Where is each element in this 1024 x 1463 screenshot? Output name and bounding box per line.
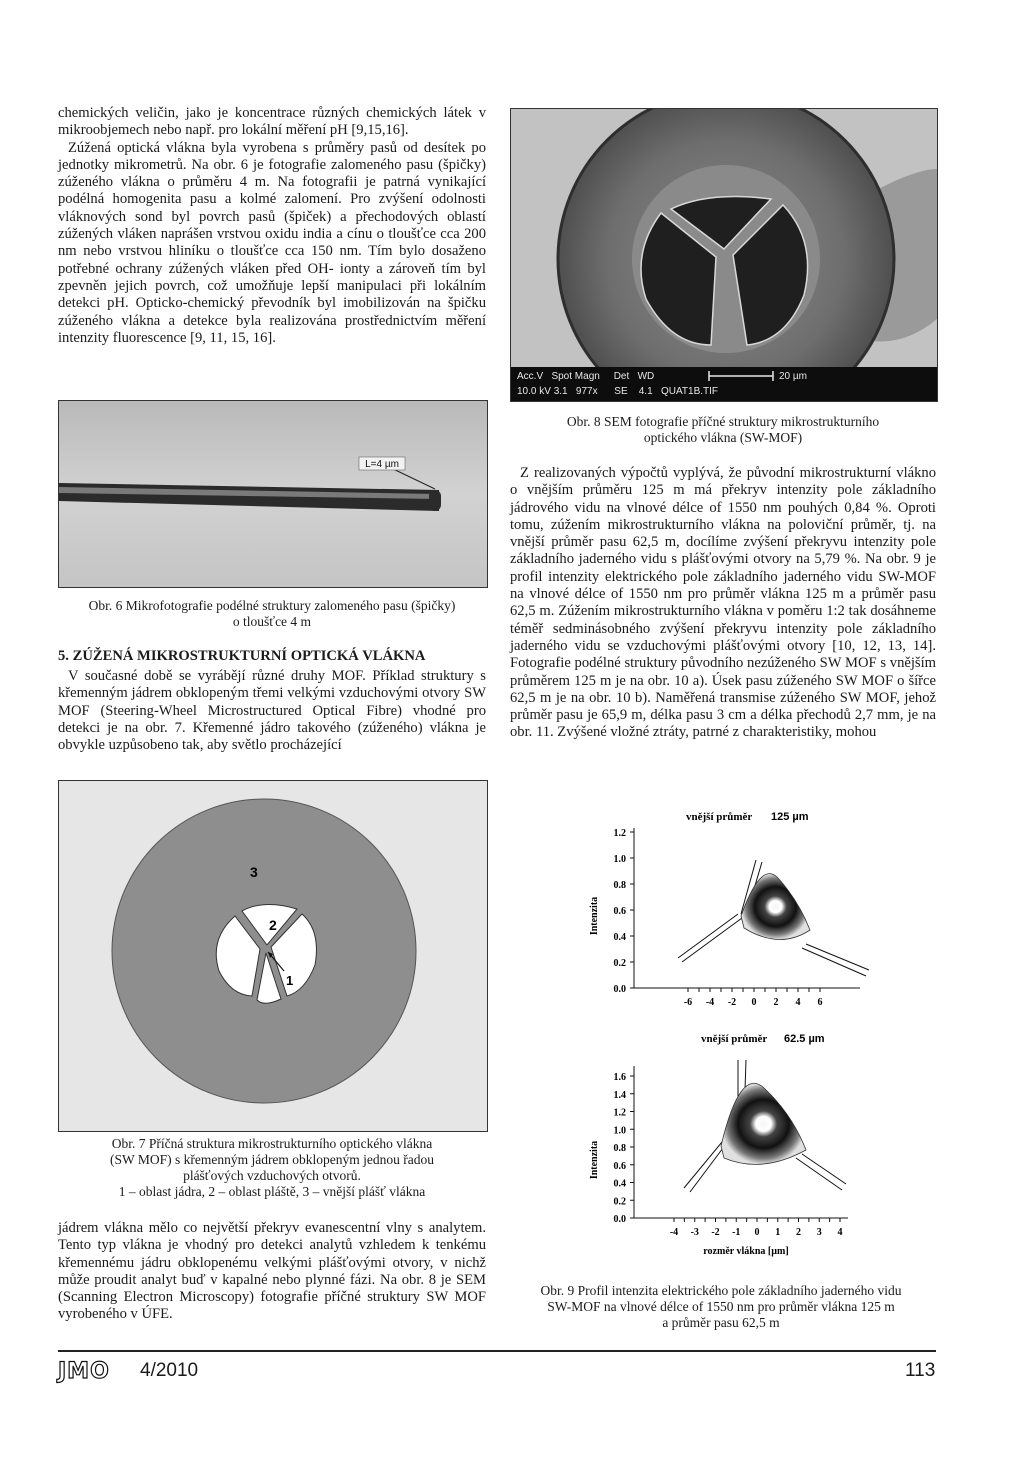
label-1: 1 [286,973,294,988]
paragraph: chemických veličin, jako je koncentrace různých chemických látek v mikroobjemech nebo např. pro lokální měření pH [9,15,16]. [58,105,486,139]
sem-info-line2: 10.0 kV 3.1 977x SE 4.1 QUAT1B.TIF [517,386,719,397]
y-tick-label: 0.6 [613,906,626,917]
x-tick-label: -4 [705,997,715,1008]
y-tick-label: 1.2 [613,1107,626,1119]
figure-7-diagram [58,780,488,1132]
figure-9-intensity-profiles [566,798,880,1268]
x-tick-label: -1 [732,1227,741,1238]
x-tick-label: -3 [690,1227,699,1238]
footer-rule [58,1350,936,1352]
x-tick-label: 2 [796,1227,801,1238]
y-tick-label: 1.6 [613,1072,626,1083]
section-5-text [58,668,486,754]
bottom-title-value: 62.5 µm [784,1033,825,1045]
x-tick-label: 4 [795,997,801,1008]
fiber-tip-image [59,401,487,587]
y-tick-label: 1.0 [613,1125,626,1137]
y-tick-label: 0.2 [613,958,626,969]
figure-9-caption: Obr. 9 Profil intenzita elektrického pole základního jaderného vidu SW-MOF na vlnové délce of 1550 nm pro průměr vlákna 125 m a průměr pasu 62,5 m [540,1283,902,1330]
label-2: 2 [269,917,277,933]
figure-8-caption: Obr. 8 SEM fotografie příčné struktury mikrostrukturního optického vlákna (SW-MOF) [566,414,880,445]
paragraph: Z realizovaných výpočtů vyplývá, že původní mikrostrukturní vlákno o vnějším průměru 125 m má překryv intenzity pole základního jádrového vidu na vlnové délce of 1550 nm pouhých 0,84 %. Oproti tomu, zúžením mikrostrukturního vlákna na poloviční průměr, tj. na vnější průměr pasu 62,5 m, docílíme zvýšení překryvu intenzity pole základního jaderného vidu s plášťovými otvory na 5,79 %. Na obr. 9 je profil intenzity elektrického pole základního jaderného vidu SW-MOF na vlnové délce of 1550 nm pro průměr vlákna 125 m a průměr pasu 62,5 m. Zúžením mikrostrukturního vlákna v poměru 1:2 tak dosáhneme téměř sedminásobného zvýšení překryvu intenzity pole základního jaderného vidu se vzduchovými plášťovými otvory [10, 12, 13, 14]. Fotografie podélné struktury původního nezúženého SW MOF s vnějším průměrem 125 m je na obr. 10 a). Úsek pasu zúženého SW MOF o šířce 62,5 m je na obr. 10 b). Naměřená transmise zúženého SW MOF, jehož průměr pasu je 65,9 m, délka pasu 3 cm a délka přechodů 2,7 mm, je na obr. 11. Zvýšené vložné ztráty, patrné z charakteristiky, mohou [510,465,936,741]
scale-label: L=4 µm [365,459,399,470]
bottom-xlabel: rozměr vlákna [µm] [703,1246,789,1257]
figure-6-caption: Obr. 6 Mikrofotografie podélné struktury zalomeného pasu (špičky) o tloušťce 4 m [88,598,456,629]
x-tick-label: 2 [773,997,779,1008]
x-tick-label: 0 [751,997,757,1008]
bottom-title: vnější průměr [701,1033,768,1045]
left-column-bottom-text [58,1220,486,1324]
journal-logo: JMO [58,1359,110,1384]
x-tick-label: -2 [711,1227,720,1238]
y-tick-label: 1.4 [613,1089,626,1101]
y-tick-label: 0.6 [613,1160,626,1172]
section-heading: 5. ZÚŽENÁ MIKROSTRUKTURNÍ OPTICKÁ VLÁKNA [58,648,426,664]
figure-6-micrograph [58,400,488,588]
page-number: 113 [905,1360,936,1381]
x-tick-label: 1 [775,1227,781,1238]
y-tick-label: 0.4 [613,1178,626,1190]
mode-profile-62-5 [721,1083,806,1164]
paragraph: Zúžená optická vlákna byla vyrobena s průměry pasů od desítek po jednotky mikrometrů. Na obr. 6 je fotografie zalomeného pasu (špičky) zúženého vlákna o průměru 4 m. Na fotografii je patrná vynikající podélná homogenita pasu a kolmé zalomení. Pro zvýšení odolnosti vláknových sond byl povrch pasů (špiček) a přechodových oblastí zúžených vláken naprášen vrstvou oxidu india a cínu o tloušťce cca 200 nm nebo vrstvou hliníku o tloušťce cca 150 nm. Tím bylo dosaženo potřebné ochrany zúžených vláken před OH- ionty a zároveň tím byl zpevněn jejich povrch, což umožňuje lepší manipulaci při lokálním detekci pH. Opticko-chemický převodník byl imobilizován na špičku zúženého vlákna a detekce byla realizována prostřednictvím měření intenzity fluorescence [9, 11, 15, 16]. [58,139,486,346]
left-column-top-text [58,105,486,347]
top-ylabel: Intenzita [589,896,600,936]
x-tick-label: -6 [683,997,693,1008]
y-tick-label: 0.2 [613,1196,626,1208]
y-tick-label: 0.4 [613,932,626,943]
mode-profile-125 [741,874,810,940]
x-tick-label: 3 [816,1227,822,1238]
y-tick-label: 0.8 [613,1143,626,1154]
x-tick-label: -2 [727,997,737,1008]
x-tick-label: 6 [817,997,823,1008]
y-tick-label: 0.0 [613,984,626,995]
sem-info-line1: Acc.V Spot Magn Det WD [517,371,655,382]
label-3: 3 [250,864,258,880]
paragraph: jádrem vlákna mělo co největší překryv evanescentní vlny s analytem. Tento typ vlákna je vhodný pro detekci analytů vzhledem k tenkému křemennému jádru obklopenému velkými plášťovými otvory, v nichž může proudit analyt buď v kapalné nebo plynné fázi. Na obr. 8 je SEM (Scanning Electron Microscopy) fotografie příčné struktury SW MOF vyrobeného v ÚFE. [58,1220,486,1323]
paragraph: V současné době se vyrábějí různé druhy MOF. Příklad struktury s křemenným jádrem obklopeným třemi velkými vzduchovými otvory SW MOF (Steering-Wheel Microstructured Optical Fibre) vhodné pro detekci je na obr. 7. Křemenné jádro takového (zúženého) vlákna je obvykle uzpůsobeno tak, aby světlo procházející [58,668,486,754]
y-tick-label: 0.0 [613,1214,626,1225]
y-tick-label: 1.2 [613,828,626,839]
sem-scale-label: 20 µm [779,371,807,382]
x-tick-label: 0 [754,1227,760,1238]
y-tick-label: 1.0 [613,854,626,865]
top-title-value: 125 µm [771,811,809,823]
x-tick-label: 4 [837,1227,843,1238]
bottom-ylabel: Intenzita [589,1140,600,1180]
y-tick-label: 0.8 [613,880,626,891]
figure-8-sem-photo [510,108,938,402]
figure-7-caption: Obr. 7 Příčná struktura mikrostrukturního optického vlákna (SW MOF) s křemenným jádrem obklopeným jednou řadou plášťových vzduchových otvorů. 1 – oblast jádra, 2 – oblast pláště, 3 – vnější plášť vlákna [109,1136,435,1199]
x-tick-label: -4 [669,1227,679,1238]
issue-number: 4/2010 [140,1360,199,1381]
right-column-text [510,465,936,742]
top-title: vnější průměr [686,811,753,823]
